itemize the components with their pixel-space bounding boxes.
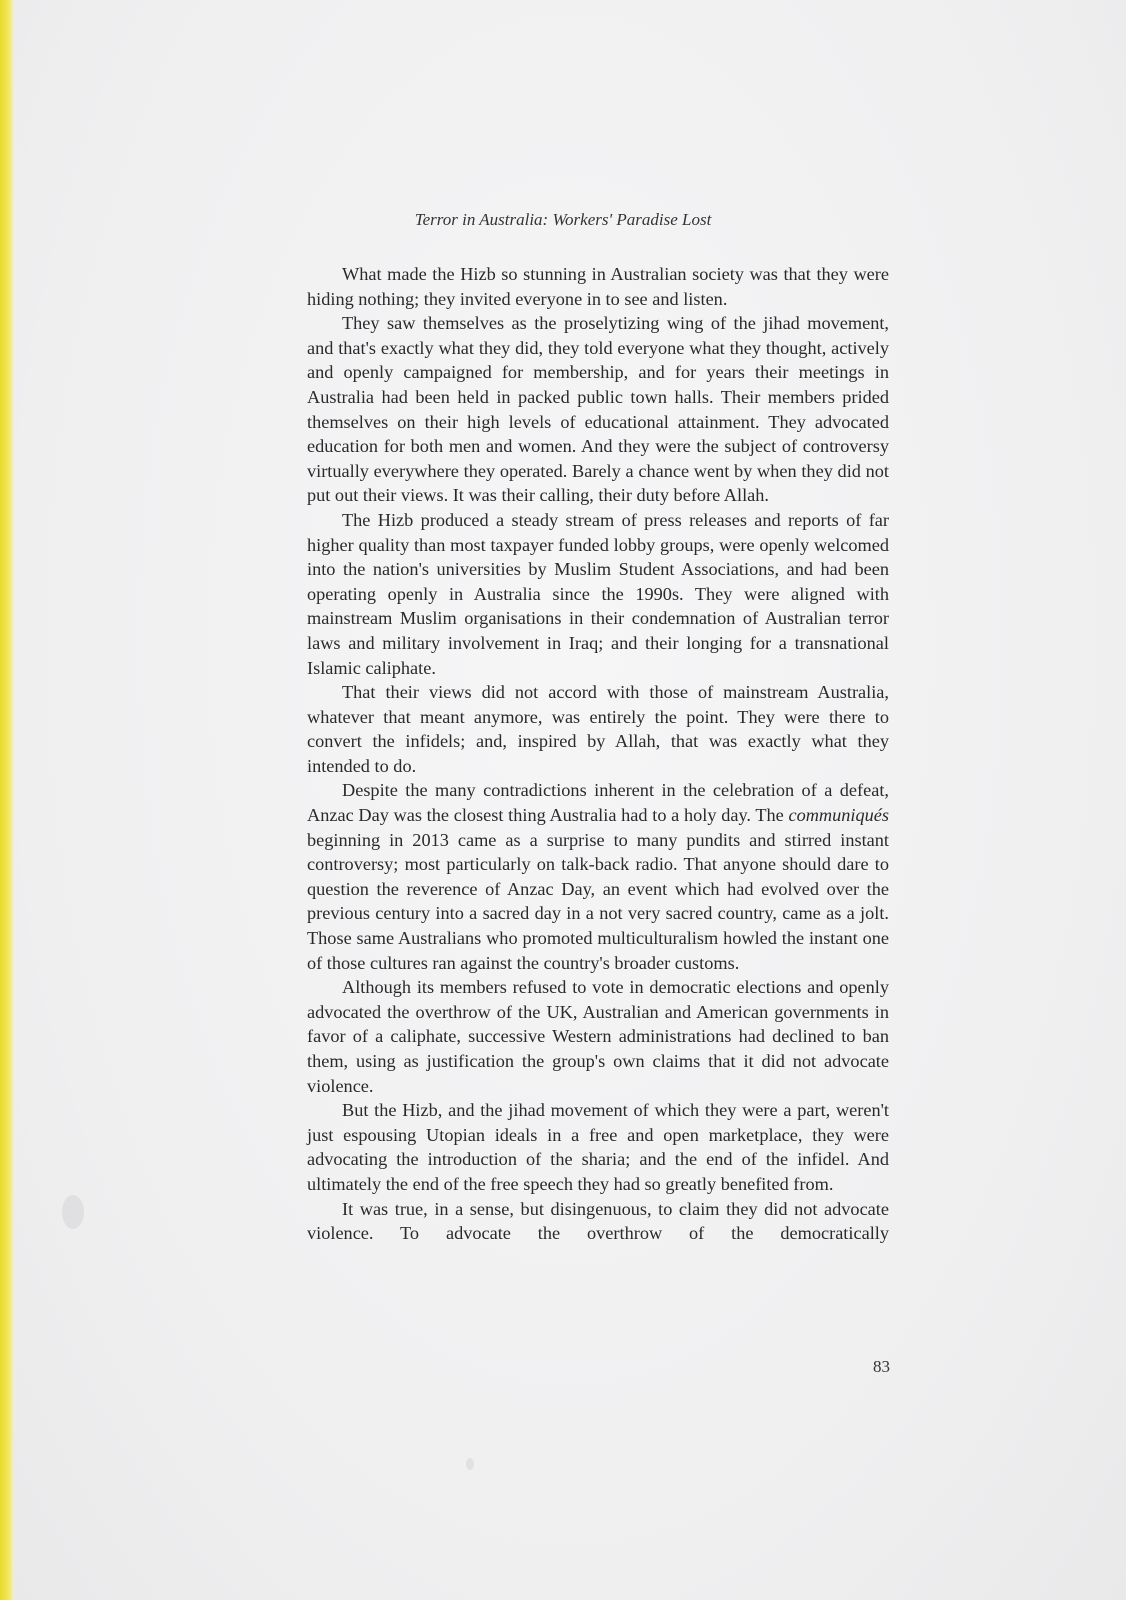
paragraph: They saw themselves as the proselytizing wing of the jihad movement, and that's exactly what they did, they told everyone what they thought, actively and openly campaigned for membership, and for years their meetings in Australia had been held in packed public town halls. Their members prided themselves on their high levels of educational attainment. They advocated education for both men and women. And they were the subject of controversy virtually everywhere they operated. Barely a chance went by when they did not put out their views. It was their calling, their duty before Allah. <box>307 313 889 506</box>
paragraph-anzac <box>307 778 889 975</box>
running-head: Terror in Australia: Workers' Paradise Lost <box>414 210 712 229</box>
page-number: 83 <box>873 1357 890 1376</box>
paragraph-text: beginning in 2013 came as a surprise to many pundits and stirred instant controversy; most particularly on talk-back radio. That anyone should dare to question the reverence of Anzac Day, an event which had evolved over the previous century into a sacred day in a not very sacred country, came as a jolt. Those same Australians who promoted multiculturalism howled the instant one of those cultures ran against the country's broader customs. <box>307 829 889 973</box>
paragraph: What made the Hizb so stunning in Australian society was that they were hiding nothing; they invited everyone in to see and listen. <box>307 264 889 309</box>
paragraph: The Hizb produced a steady stream of press releases and reports of far higher quality than most taxpayer funded lobby groups, were openly welcomed into the nation's universities by Muslim Student Associations, and had been operating openly in Australia since the 1990s. They were aligned with mainstream Muslim organisations in their condemnation of Australian terror laws and military involvement in Iraq; and their longing for a transnational Islamic caliphate. <box>307 509 889 678</box>
body-text <box>307 262 889 1246</box>
paragraph: Although its members refused to vote in democratic elections and openly advocated the overthrow of the UK, Australian and American governments in favor of a caliphate, successive Western administrations had declined to ban them, using as justification the group's own claims that it did not advocate violence. <box>307 977 889 1096</box>
paragraph: But the Hizb, and the jihad movement of which they were a part, weren't just espousing Utopian ideals in a free and open marketplace, they were advocating the introduction of the sharia; and the end of the infidel. And ultimately the end of the free speech they had so greatly benefited from. <box>307 1100 889 1194</box>
paragraph-last: It was true, in a sense, but disingenuous, to claim they did not advocate violence. To advocate the overthrow of the democratically <box>307 1198 889 1244</box>
paragraph-text: Despite the many contradictions inherent in the celebration of a defeat, Anzac Day was the closest thing Australia had to a holy day. The <box>307 780 889 826</box>
emphasized-term: communiqués <box>788 805 889 826</box>
page-edge-strip <box>0 0 14 1600</box>
paragraph: That their views did not accord with those of mainstream Australia, whatever that meant anymore, was entirely the point. They were there to convert the infidels; and, inspired by Allah, that was exactly what they intended to do. <box>307 682 889 776</box>
paper-smudge <box>62 1195 84 1229</box>
paper-smudge <box>466 1458 474 1470</box>
